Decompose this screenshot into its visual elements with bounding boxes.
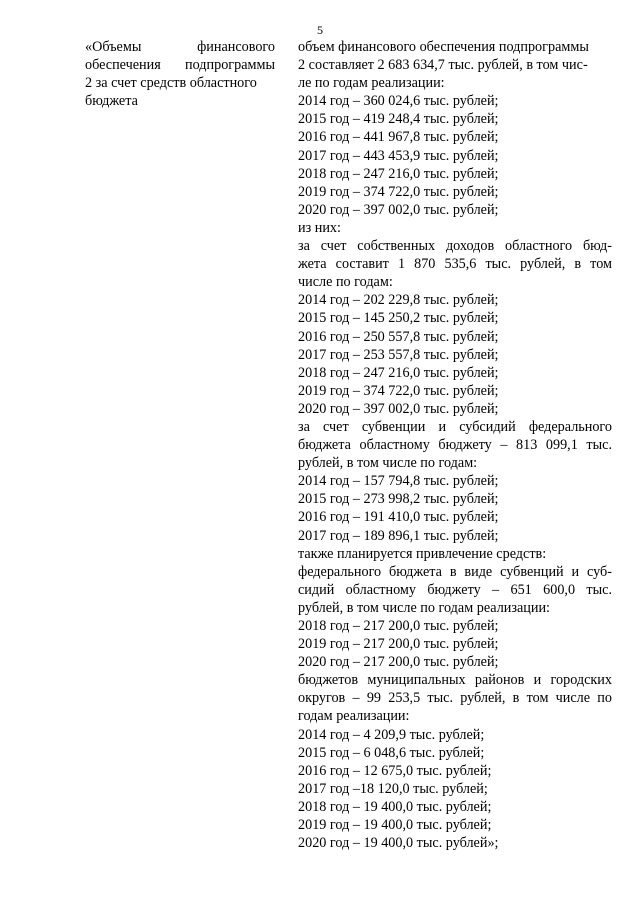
year-line: 2018 год – 247 216,0 тыс. рублей; — [298, 364, 499, 381]
text-line: рублей, в том числе по годам: — [298, 455, 478, 472]
year-line: 2016 год – 441 967,8 тыс. рублей; — [298, 129, 499, 146]
text-line: за счет субвенции и субсидий федерального — [298, 418, 612, 435]
text-line: числе по годам: — [298, 274, 393, 291]
year-line: 2015 год – 273 998,2 тыс. рублей; — [298, 491, 499, 508]
year-line: 2014 год – 157 794,8 тыс. рублей; — [298, 473, 499, 490]
text-line: также планируется привлечение средств: — [298, 545, 547, 562]
page-number: 5 — [317, 23, 323, 37]
year-line: 2015 год – 419 248,4 тыс. рублей; — [298, 111, 499, 128]
year-line: 2015 год – 6 048,6 тыс. рублей; — [298, 744, 485, 761]
left-heading-line: 2 за счет средств областного — [85, 75, 257, 92]
text-line: жета составит 1 870 535,6 тыс. рублей, в том — [298, 256, 612, 273]
year-line: 2020 год – 217 200,0 тыс. рублей; — [298, 654, 499, 671]
year-line: 2016 год – 250 557,8 тыс. рублей; — [298, 328, 499, 345]
left-heading-cell — [85, 38, 275, 110]
text-line: 2 составляет 2 683 634,7 тыс. рублей, в том чис- — [298, 57, 588, 74]
year-line: 2020 год – 397 002,0 тыс. рублей; — [298, 400, 499, 417]
text-line: бюджета областному бюджету – 813 099,1 тыс. — [298, 437, 612, 454]
year-line: 2016 год – 191 410,0 тыс. рублей; — [298, 509, 499, 526]
text-line: рублей, в том числе по годам реализации: — [298, 599, 550, 616]
text-line: годам реализации: — [298, 708, 410, 725]
year-line: 2019 год – 374 722,0 тыс. рублей; — [298, 183, 499, 200]
left-heading-line: обеспечения подпрограммы — [85, 57, 275, 74]
text-line: ле по годам реализации: — [298, 75, 445, 92]
year-line: 2015 год – 145 250,2 тыс. рублей; — [298, 310, 499, 327]
text-line: объем финансового обеспечения подпрограммы — [298, 39, 589, 55]
year-line: 2020 год – 397 002,0 тыс. рублей; — [298, 201, 499, 218]
left-heading-line: «Объемы финансового — [85, 39, 275, 55]
year-line: 2019 год – 19 400,0 тыс. рублей; — [298, 817, 492, 834]
year-line: 2018 год – 217 200,0 тыс. рублей; — [298, 618, 499, 634]
year-line: 2017 год – 253 557,8 тыс. рублей; — [298, 346, 499, 363]
year-line: 2017 год –18 120,0 тыс. рублей; — [298, 780, 488, 797]
year-line: 2018 год – 19 400,0 тыс. рублей; — [298, 798, 492, 815]
text-line: за счет собственных доходов областного бюд- — [298, 238, 612, 255]
text-line: сидий областному бюджету – 651 600,0 тыс. — [298, 581, 612, 598]
text-line: из них: — [298, 219, 341, 236]
year-line: 2017 год – 189 896,1 тыс. рублей; — [298, 527, 499, 544]
year-line: 2019 год – 374 722,0 тыс. рублей; — [298, 382, 499, 399]
year-line: 2014 год – 360 024,6 тыс. рублей; — [298, 93, 499, 110]
year-line: 2016 год – 12 675,0 тыс. рублей; — [298, 762, 492, 779]
text-line: округов – 99 253,5 тыс. рублей, в том числе по — [298, 690, 612, 707]
year-line: 2018 год – 247 216,0 тыс. рублей; — [298, 165, 499, 182]
text-line: федерального бюджета в виде субвенций и суб- — [298, 563, 612, 580]
year-line: 2020 год – 19 400,0 тыс. рублей»; — [298, 835, 499, 852]
text-line: бюджетов муниципальных районов и городских — [298, 672, 612, 689]
right-content-cell — [298, 38, 612, 852]
year-line: 2017 год – 443 453,9 тыс. рублей; — [298, 147, 499, 164]
year-line: 2014 год – 202 229,8 тыс. рублей; — [298, 292, 499, 309]
left-heading-line: бюджета — [85, 93, 138, 110]
year-line: 2019 год – 217 200,0 тыс. рублей; — [298, 636, 499, 653]
year-line: 2014 год – 4 209,9 тыс. рублей; — [298, 726, 485, 743]
